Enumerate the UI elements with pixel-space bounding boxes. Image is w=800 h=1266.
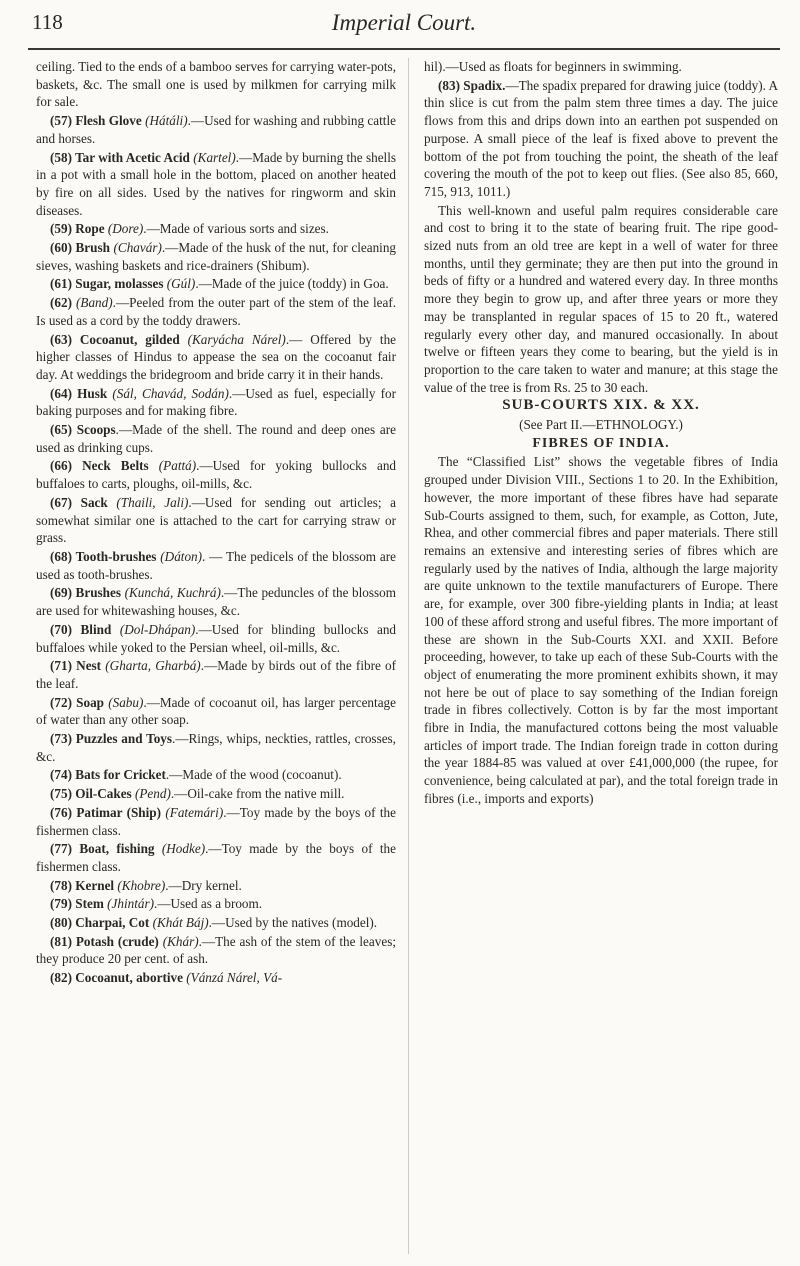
entry-head: (57) Flesh Glove — [50, 113, 142, 129]
entry-head: (77) Boat, fishing — [50, 841, 155, 857]
entry-vernacular: (Dol-Dhápan) — [119, 621, 196, 637]
catalogue-entry — [36, 804, 396, 839]
entry-head: (60) Brush — [50, 240, 110, 256]
entry-text: .—Made of the wood (cocoanut). — [165, 767, 342, 783]
entry-head: (80) Charpai, Cot — [50, 915, 150, 931]
catalogue-entry — [36, 730, 396, 765]
entry-text: .—Made of the juice (toddy) in Goa. — [195, 276, 389, 292]
entry-text: .—Made of the husk of the nut, for cleaning sieves, washing baskets and rice-drainers (Shibum). — [36, 240, 397, 273]
entry-vernacular: (Dore) — [107, 221, 144, 237]
entry-text: .—Oil-cake from the native mill. — [170, 786, 345, 802]
entry-vernacular: (Khobre) — [117, 877, 166, 893]
entry-text: .—Used for blinding bullocks and buffaloes while yoked to the Persian wheel, oil-mills, &c. — [36, 621, 397, 655]
entry-vernacular: (Dáton) — [160, 548, 203, 564]
entry-text: .—Used as a broom. — [154, 896, 263, 912]
entry-83 — [424, 77, 778, 201]
catalogue-entry — [36, 220, 396, 238]
entry-head: (81) Potash (crude) — [50, 933, 159, 949]
catalogue-entry — [36, 840, 396, 875]
column-divider — [408, 58, 409, 1254]
section-heading: SUB-COURTS XIX. & XX. — [502, 397, 700, 414]
entry-text: .— Offered by the higher classes of Hindus to appease the sea on the cocoanut fair day. At weddings the bridegroom and bride carry it in their hands. — [36, 331, 397, 382]
fibres-heading: FIBRES OF INDIA. — [532, 435, 670, 451]
entry-text: .—The peduncles of the blossom are used for whitewashing houses, &c. — [36, 585, 397, 619]
catalogue-entry — [36, 421, 396, 456]
entry-83-text: —The spadix prepared for drawing juice (toddy). A thin slice is cut from the palm stem three times a day. The juice flows from this and drips down into an earthen pot suspended on purpose. A small piece of the leaf is fixed above to prevent the bottom of the pot from touching the point, the sheath of the leaf covering the mouth of the pot to keep out flies. (See also 85, 660, 715, 913, 1011.) — [424, 77, 778, 199]
entry-text: .—Used for yoking bullocks and buffaloes to carts, ploughs, oil-mills, &c. — [36, 458, 397, 492]
entry-vernacular: (Khát Báj) — [152, 915, 209, 931]
entry-vernacular: (Hodke) — [161, 841, 206, 857]
entry-vernacular: (Thaili, Jali) — [116, 494, 189, 510]
entry-text: .—Peeled from the outer part of the stem of the leaf. Is used as a cord by the toddy drawers. — [36, 295, 397, 328]
entry-text: .—Made of cocoanut oil, has larger percentage of water than any other soap. — [36, 694, 396, 728]
entry-head: (61) Sugar, molasses — [50, 276, 164, 292]
catalogue-entry — [36, 457, 396, 492]
catalogue-entry — [36, 275, 396, 293]
continuation-paragraph: ceiling. Tied to the ends of a bamboo serves for carrying water-pots, baskets, &c. The small one is used by milkmen for carrying milk for sale. — [36, 59, 396, 110]
running-title: Imperial Court. — [331, 10, 477, 35]
entry-head: (68) Tooth-brushes — [50, 548, 157, 564]
catalogue-entry — [36, 112, 396, 147]
entry-head: (70) Blind — [50, 621, 112, 637]
entry-head: (75) Oil-Cakes — [50, 786, 132, 802]
palm-paragraph: This well-known and useful palm requires considerable care and cost to bring it to the state of bearing fruit. The ripe good-sized nuts from an old tree are kept in a well of water for three months, until they germinate; they are then put into the ground in beds of fifty or a hundred and watered every day. In three months more they begin to grow up, and after three years or more they may be transplanted in regular spaces of 15 to 20 ft., watered regularly every other day, and manured occasionally. In about twelve or fifteen years they come to bearing, but the yield is in proportion to the care taken to water and manure; at this stage the value of the tree is from Rs. 25 to 30 each. — [424, 202, 778, 395]
entry-text: .—Made of the shell. The round and deep ones are used as drinking cups. — [36, 422, 397, 455]
catalogue-entry — [36, 766, 396, 784]
entry-vernacular: (Hátáli) — [145, 113, 188, 129]
entry-vernacular: (Kunchá, Kuchrá) — [124, 585, 221, 601]
fibres-paragraph: The “Classified List” shows the vegetable fibres of India grouped under Division VIII., Sections 1 to 20. In the Exhibition, however, the more important of these fibres have had separate Sub-Courts assigned to them, such, for example, as Cotton, Jute, Rhea, and other commercial fibres and paper materials. There still remains an extensive and interesting series of fibres which are regularly used by the natives of India, although the large majority are quite unknown to the textile manufacturers of Europe. There are, for example, over 300 fibre-yielding plants in India; at least 100 of these afford strong and useful fibres. The more important of these are shown in the Sub-Courts XXI. and XXII. Before proceeding, however, to take up each of these Sub-Courts with the object of enumerating the more prominent exhibits shown, it may not here be out of place to say something of the Indian foreign trade in fibres collectively. Cotton is by far the most important fibre in India, the manufactured cottons being the most valuable articles of import trade. The Indian foreign trade in cotton during the year 1884-85 was valued at over £41,000,000 (the rupee, for convenience, being calculated at par), and the total foreign trade in fibres (i.e., imports and exports) — [424, 454, 778, 806]
catalogue-entry — [36, 149, 396, 220]
catalogue-entry — [36, 914, 396, 932]
entry-text: .—Made by burning the shells in a pot with a small hole in the bottom, placed on another heated by fire on all sides. Used by the natives for ringworm and skin diseases. — [36, 149, 397, 218]
catalogue-entry — [36, 621, 396, 656]
catalogue-entry — [36, 294, 396, 329]
entry-text: .—The ash of the stem of the leaves; they produce 20 per cent. of ash. — [36, 933, 396, 967]
entry-head: (58) Tar with Acetic Acid — [50, 149, 190, 165]
entry-vernacular: (Pattá) — [158, 458, 197, 474]
entry-head: (72) Soap — [50, 694, 105, 710]
entry-83-head: (83) Spadix. — [438, 77, 506, 93]
entry-vernacular: (Fatemári) — [165, 804, 224, 820]
entry-head: (71) Nest — [50, 658, 102, 674]
entry-text: .—Toy made by the boys of the fishermen class. — [36, 804, 397, 838]
section-note: (See Part II.—ETHNOLOGY.) — [519, 417, 683, 433]
entry-text: .—Dry kernel. — [165, 877, 242, 893]
entry-text: .—Rings, whips, neckties, rattles, crosses, &c. — [36, 731, 396, 764]
catalogue-entry — [36, 969, 396, 987]
entry-head: (73) Puzzles and Toys — [50, 731, 173, 747]
entry-vernacular: (Band) — [76, 295, 113, 311]
entry-head: (79) Stem — [50, 896, 104, 912]
catalogue-entry — [36, 933, 396, 968]
entry-head: (64) Husk — [50, 385, 108, 401]
entry-head: (67) Sack — [50, 494, 108, 510]
catalogue-entry — [36, 657, 396, 692]
entry-head: (69) Brushes — [50, 585, 121, 601]
entry-text: .—Used for sending out articles; a somewhat similar one is attached to the cart for carrying straw or grass. — [36, 494, 397, 546]
entry-text: .—Used for washing and rubbing cattle and horses. — [36, 113, 396, 146]
entry-head: (78) Kernel — [50, 877, 115, 893]
entry-vernacular: (Kartel) — [193, 149, 236, 165]
entry-text: .—Made by birds out of the fibre of the leaf. — [36, 658, 397, 691]
entry-vernacular: (Vánzá Nárel, Vá- — [186, 970, 283, 986]
entry-vernacular: (Khár) — [162, 933, 199, 949]
right-column — [424, 58, 778, 809]
catalogue-entry — [36, 239, 396, 274]
catalogue-entry — [36, 494, 396, 547]
entry-head: (66) Neck Belts — [50, 458, 149, 474]
catalogue-entry — [36, 548, 396, 583]
page-header — [28, 8, 780, 54]
entry-vernacular: (Karyácha Nárel) — [187, 331, 286, 347]
entry-head: (59) Rope — [50, 221, 105, 237]
entry-head: (74) Bats for Cricket — [50, 767, 166, 783]
catalogue-entry — [36, 584, 396, 619]
continuation-paragraph: hil).—Used as floats for beginners in swimming. — [424, 59, 682, 74]
entry-vernacular: (Sabu) — [108, 694, 144, 710]
page-number: 118 — [32, 10, 63, 34]
catalogue-entry — [36, 877, 396, 895]
entry-vernacular: (Gúl) — [166, 276, 196, 292]
entry-head: (82) Cocoanut, abortive — [50, 970, 183, 986]
text-columns — [36, 58, 780, 1254]
entry-text: .—Used by the natives (model). — [208, 915, 378, 931]
entry-vernacular: (Gharta, Gharbá) — [105, 658, 201, 674]
entry-text: .—Toy made by the boys of the fishermen class. — [36, 841, 397, 874]
catalogue-entry — [36, 785, 396, 803]
entry-vernacular: (Chavár) — [113, 240, 162, 256]
entry-vernacular: (Sál, Chavád, Sodán) — [112, 385, 229, 401]
entry-head: (65) Scoops — [50, 422, 116, 438]
entry-text: .—Used as fuel, especially for baking purposes and for making fibre. — [36, 385, 396, 419]
entry-text: .—Made of various sorts and sizes. — [143, 221, 329, 237]
catalogue-entry — [36, 385, 396, 420]
entry-vernacular: (Pend) — [134, 786, 171, 802]
left-column — [36, 58, 396, 988]
entry-head: (63) Cocoanut, gilded — [50, 331, 180, 347]
entry-text: . — The pedicels of the blossom are used as tooth-brushes. — [36, 548, 396, 582]
entry-head: (62) — [50, 295, 72, 311]
entry-vernacular: (Jhintár) — [107, 896, 155, 912]
header-rule — [28, 48, 780, 50]
catalogue-entry — [36, 694, 396, 729]
entry-head: (76) Patimar (Ship) — [50, 804, 162, 820]
catalogue-entry — [36, 331, 396, 384]
catalogue-entry — [36, 895, 396, 913]
